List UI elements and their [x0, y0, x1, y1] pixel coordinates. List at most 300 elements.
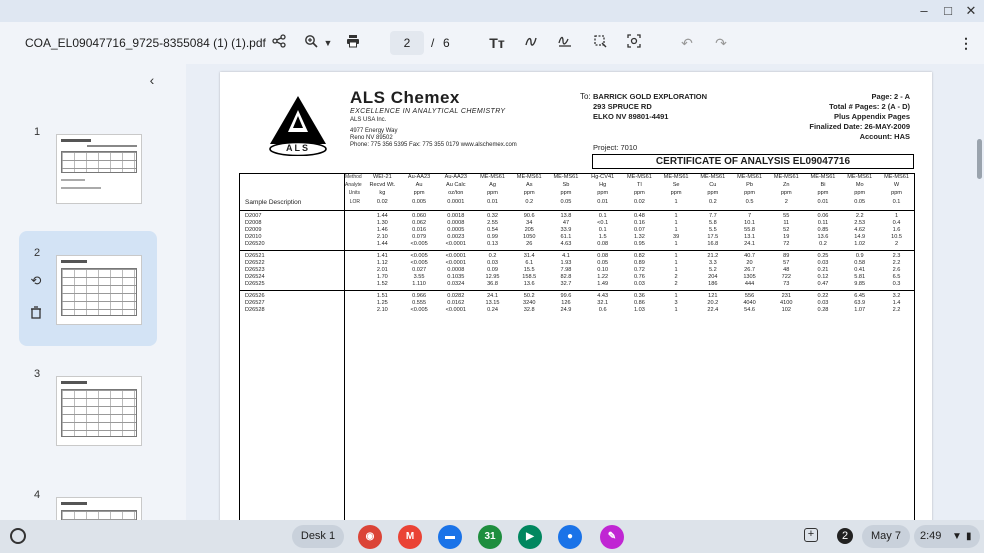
value-cell: 5.5	[708, 227, 717, 233]
logo-text: ALS	[286, 143, 310, 153]
value-cell: 2.2	[892, 260, 901, 266]
value-cell: 5.8	[708, 220, 717, 226]
sample-id-cell: D2007	[245, 213, 262, 219]
table-row	[239, 293, 915, 300]
value-cell: 13.15	[485, 300, 500, 306]
value-cell: 1.110	[412, 281, 426, 287]
value-cell: 1	[674, 293, 678, 299]
value-cell: 1.30	[376, 220, 388, 226]
page-thumbnail-1[interactable]	[56, 134, 142, 204]
value-cell: 1.70	[376, 274, 388, 280]
draw-icon[interactable]	[520, 32, 542, 54]
value-cell: 0.41	[854, 267, 866, 273]
value-cell: 126	[561, 300, 571, 306]
value-cell: 722	[781, 274, 791, 280]
value-cell: 2	[674, 281, 678, 287]
value-cell: 0.966	[412, 293, 427, 299]
table-row	[239, 241, 915, 248]
thumbnail-number: 4	[34, 489, 41, 501]
value-cell: 90.6	[523, 213, 535, 219]
rotate-icon[interactable]: ⟲	[30, 273, 42, 288]
page-thumbnail-3[interactable]	[56, 376, 142, 446]
value-cell: 0.36	[633, 293, 645, 299]
header-cell: Au	[415, 181, 423, 188]
value-cell: 1.12	[376, 260, 388, 266]
header-cell: Pb	[746, 181, 753, 188]
page-thumbnail-2[interactable]	[56, 255, 142, 325]
value-cell: 52	[783, 227, 790, 233]
value-cell: <0.0001	[445, 260, 466, 266]
value-cell: 1.22	[597, 274, 609, 280]
value-cell: 0.12	[817, 274, 829, 280]
table-row	[239, 220, 915, 227]
value-cell: 0.0008	[447, 220, 465, 226]
value-cell: 14.9	[854, 234, 866, 240]
value-cell: 1050	[523, 234, 536, 240]
value-cell: 0.079	[412, 234, 427, 240]
value-cell: 1	[674, 253, 678, 259]
header-cell: ppm	[744, 189, 755, 196]
value-cell: 63.9	[854, 300, 866, 306]
value-cell: 0.0023	[447, 234, 465, 240]
viewer-toolbar	[0, 22, 984, 64]
value-cell: 0.72	[633, 267, 645, 273]
value-cell: 48	[783, 267, 790, 273]
value-cell: 22.4	[707, 307, 719, 313]
header-cell: ME-MS61	[516, 173, 542, 180]
value-cell: 13.6	[523, 281, 535, 287]
sample-id-cell: D2008	[245, 220, 262, 226]
value-cell: 556	[744, 293, 755, 299]
value-cell: 33.9	[560, 227, 572, 233]
certificate-title: CERTIFICATE OF ANALYSIS EL09047716	[592, 154, 914, 169]
header-cell: Cu	[709, 181, 717, 188]
value-cell: 0.2	[819, 241, 827, 247]
value-cell: 0.0324	[447, 281, 465, 287]
value-cell: <0.0001	[445, 241, 466, 247]
value-cell: 0.1	[598, 227, 607, 233]
value-cell: 2.2	[892, 307, 901, 313]
header-cell: oz/ton	[448, 189, 464, 196]
table-row	[239, 234, 915, 241]
header-cell: 0.05	[560, 199, 572, 205]
date-button[interactable]: May 7	[862, 525, 910, 548]
value-cell: 1	[674, 307, 678, 313]
value-cell: 0.0018	[447, 213, 465, 219]
value-cell: 0.0162	[447, 300, 465, 306]
header-cell: kg	[379, 189, 386, 196]
recipient-line: ELKO NV 89801-4491	[593, 112, 669, 121]
page-number-input[interactable]: 2	[390, 31, 424, 55]
header-cell: Zn	[783, 181, 790, 188]
value-cell: 1	[674, 227, 678, 233]
sample-id-cell: D26521	[245, 253, 265, 259]
value-cell: <0.1	[597, 220, 609, 226]
messages-icon[interactable]: ●	[558, 525, 582, 549]
select-icon[interactable]	[589, 32, 611, 54]
value-cell: 0.85	[817, 227, 829, 233]
table-row	[239, 253, 915, 260]
header-cell: ppm	[487, 189, 498, 196]
value-cell: 31.4	[523, 253, 535, 259]
value-cell: 82.8	[560, 274, 572, 280]
value-cell: <0.005	[410, 241, 428, 247]
header-cell: 0.02	[376, 199, 388, 205]
header-cell: ppm	[670, 189, 682, 196]
value-cell: 24.1	[744, 241, 755, 247]
sample-header-cell: Sample Description	[245, 199, 302, 206]
value-cell: 0.05	[597, 260, 609, 266]
text-icon[interactable]: Tт	[489, 35, 505, 51]
value-cell: 1.41	[376, 253, 388, 259]
files-icon[interactable]: ▬	[438, 525, 462, 549]
header-cell: ppm	[854, 189, 866, 196]
value-cell: 0.027	[412, 267, 427, 273]
header-cell: ppm	[817, 189, 829, 196]
system-shelf	[0, 520, 984, 553]
value-cell: 10.1	[744, 220, 755, 226]
value-cell: 2.3	[892, 253, 901, 259]
als-logo	[268, 94, 328, 156]
value-cell: 1305	[743, 274, 756, 280]
sample-id-cell: D26524	[245, 274, 265, 280]
gallery-icon[interactable]: ✎	[600, 525, 624, 549]
value-cell: 0.03	[633, 281, 645, 287]
value-cell: 1.32	[633, 234, 645, 240]
value-cell: 99.6	[560, 293, 572, 299]
value-cell: 0.062	[412, 220, 427, 226]
value-cell: 20.2	[707, 300, 719, 306]
page-thumbnail-4[interactable]	[56, 497, 142, 520]
value-cell: 0.3	[892, 281, 901, 287]
brand-tagline: EXCELLENCE IN ANALYTICAL CHEMISTRY	[350, 108, 506, 115]
value-cell: 0.47	[817, 281, 829, 287]
chevron-down-icon[interactable]: ▼	[323, 38, 333, 48]
header-cell: 0.005	[412, 199, 427, 205]
value-cell: 4100	[780, 300, 793, 306]
value-cell: 17.5	[707, 234, 719, 240]
header-cell: Ag	[489, 181, 496, 188]
value-cell: 4.62	[854, 227, 866, 233]
value-cell: 0.0005	[447, 227, 465, 233]
value-cell: 3.2	[892, 293, 901, 299]
value-cell: 0.58	[854, 260, 866, 266]
value-cell: 4040	[743, 300, 756, 306]
value-cell: 26	[526, 241, 533, 247]
gmail-icon[interactable]: M	[398, 525, 422, 549]
value-cell: 0.1035	[447, 274, 465, 280]
header-cell: Bi	[820, 181, 826, 188]
value-cell: 0.99	[487, 234, 498, 240]
value-cell: 0.82	[633, 253, 645, 259]
value-cell: 0.16	[633, 220, 645, 226]
value-cell: 7.98	[560, 267, 572, 273]
value-cell: 0.016	[412, 227, 427, 233]
value-cell: 34	[526, 220, 533, 226]
table-row	[239, 267, 915, 274]
thumbnail-sidebar	[0, 64, 186, 520]
value-cell: 32.7	[560, 281, 572, 287]
value-cell: 2.53	[854, 220, 866, 226]
row-label-cell: LOR	[349, 199, 360, 205]
header-cell: ME-MS61	[810, 173, 836, 180]
group-divider	[239, 290, 915, 291]
value-cell: 0.10	[597, 267, 609, 273]
signature-icon[interactable]	[554, 32, 576, 54]
header-cell: 1	[674, 199, 678, 205]
table-row	[239, 274, 915, 281]
value-cell: 89	[783, 253, 790, 259]
value-cell: 3	[674, 300, 678, 306]
value-cell: 50.2	[523, 293, 535, 299]
value-cell: 1.46	[376, 227, 388, 233]
play-store-icon[interactable]: ▶	[518, 525, 542, 549]
value-cell: 39	[672, 234, 680, 240]
table-row	[239, 307, 915, 314]
value-cell: 1.5	[598, 234, 607, 240]
header-cell: 0.2	[525, 199, 534, 205]
thumbnail-number: 3	[34, 368, 41, 380]
value-cell: 13.1	[744, 234, 755, 240]
header-cell: 0.01	[487, 199, 498, 205]
recipient-line: BARRICK GOLD EXPLORATION	[593, 92, 708, 101]
value-cell: 0.95	[633, 241, 645, 247]
value-cell: 1.44	[376, 241, 388, 247]
value-cell: 1.44	[376, 213, 388, 219]
value-cell: 4.43	[597, 293, 609, 299]
value-cell: 1	[674, 213, 678, 219]
header-cell: W	[893, 181, 900, 188]
value-cell: 0.11	[817, 220, 829, 226]
project-label: Project: 7010	[593, 143, 638, 152]
table-header-row	[239, 181, 915, 189]
sample-header-cell	[239, 189, 344, 197]
value-cell: 24.9	[560, 307, 572, 313]
value-cell: 1	[674, 267, 678, 273]
value-cell: 444	[744, 281, 755, 287]
value-cell: 2.6	[892, 267, 901, 273]
value-cell: 1.25	[376, 300, 388, 306]
print-icon[interactable]	[342, 32, 364, 54]
clock-time: 2:49	[920, 530, 942, 542]
value-cell: 55.8	[744, 227, 755, 233]
header-cell: ppm	[560, 189, 572, 196]
value-cell: 6.5	[892, 274, 901, 280]
value-cell: 32.8	[523, 307, 535, 313]
chrome-icon[interactable]: ◉	[358, 525, 382, 549]
redo-icon[interactable]: ↷	[715, 35, 727, 51]
file-name: COA_EL09047716_9725-8355084 (1) (1).pdf	[25, 36, 266, 50]
header-cell: Mo	[855, 181, 864, 188]
value-cell: 102	[781, 307, 791, 313]
minimize-icon[interactable]: –	[920, 3, 928, 18]
table-row	[239, 227, 915, 234]
header-cell: ppm	[780, 189, 792, 196]
more-icon[interactable]: ⋮	[959, 35, 973, 51]
value-cell: 158.5	[522, 274, 537, 280]
group-divider	[239, 250, 915, 251]
battery-icon: ▮	[966, 531, 972, 542]
value-cell: 20	[746, 260, 753, 266]
value-cell: 12.95	[485, 274, 500, 280]
address-line-2: Reno NV 89502	[350, 135, 393, 141]
maximize-icon[interactable]: □	[944, 3, 952, 18]
value-cell: 2.2	[855, 213, 864, 219]
value-cell: 204	[708, 274, 718, 280]
value-cell: 2.10	[376, 307, 388, 313]
page-separator: /	[431, 36, 435, 50]
close-icon[interactable]: ✕	[965, 3, 977, 18]
status-area[interactable]	[914, 525, 980, 548]
address-line-1: 4977 Energy Way	[350, 128, 398, 134]
value-cell: 0.09	[487, 267, 498, 273]
value-cell: 1	[674, 260, 678, 266]
table-header-row	[239, 197, 915, 208]
value-cell: 0.4	[892, 220, 901, 226]
wifi-icon: ▼	[952, 531, 962, 542]
value-cell: 73	[783, 281, 790, 287]
header-cell: 0.01	[817, 199, 829, 205]
value-cell: 54.6	[744, 307, 755, 313]
header-cell: 0.2	[708, 199, 717, 205]
value-cell: 0.2	[488, 253, 497, 259]
value-cell: 231	[781, 293, 791, 299]
ocr-icon[interactable]	[623, 32, 645, 54]
value-cell: 3240	[523, 300, 536, 306]
value-cell: 0.1	[598, 213, 607, 219]
header-cell: ppm	[413, 189, 425, 196]
value-cell: 6.45	[854, 293, 866, 299]
value-cell: 4.1	[562, 253, 570, 259]
value-cell: 3.3	[708, 260, 717, 266]
header-cell: 0.01	[597, 199, 609, 205]
meta-line: Total # Pages: 2 (A - D)	[829, 102, 910, 111]
table-row	[239, 300, 915, 307]
meta-line: Finalized Date: 26-MAY-2009	[809, 122, 910, 131]
value-cell: 0.060	[412, 213, 427, 219]
value-cell: 47	[562, 220, 570, 226]
value-cell: 1.49	[597, 281, 609, 287]
value-cell: 72	[783, 241, 790, 247]
value-cell: 7.7	[708, 213, 717, 219]
header-cell: ME-MS61	[663, 173, 689, 180]
value-cell: 40.7	[744, 253, 755, 259]
value-cell: 0.03	[817, 300, 829, 306]
value-cell: 1	[674, 220, 678, 226]
thumbnail-number: 1	[34, 126, 41, 138]
header-cell: Tl	[637, 181, 642, 188]
header-cell: ME-MS61	[700, 173, 726, 180]
collapse-sidebar-icon[interactable]: ‹	[149, 72, 155, 88]
value-cell: 0.89	[633, 260, 645, 266]
value-cell: 0.08	[597, 253, 609, 259]
value-cell: 7	[747, 213, 752, 219]
calendar-icon[interactable]: 31	[478, 525, 502, 549]
value-cell: 1.52	[376, 281, 388, 287]
value-cell: 0.13	[487, 241, 498, 247]
header-cell: Recvd Wt.	[369, 181, 396, 188]
value-cell: 9.85	[854, 281, 866, 287]
value-cell: 1.02	[854, 241, 866, 247]
screen-capture-icon[interactable]: +	[804, 528, 818, 542]
value-cell: 0.08	[597, 241, 609, 247]
value-cell: 13.8	[560, 213, 572, 219]
row-label-cell: Method	[345, 173, 362, 180]
sample-id-cell: D2010	[245, 234, 262, 240]
header-cell: ME-MS61	[884, 173, 909, 180]
sample-id-cell: D26527	[245, 300, 265, 306]
header-cell: 0.1	[892, 199, 901, 205]
header-cell: ppm	[633, 189, 645, 196]
desk-button[interactable]: Desk 1	[292, 525, 344, 548]
contact-line: Phone: 775 356 5395 Fax: 775 355 0179 www.alschemex.com	[350, 142, 517, 148]
value-cell: 0.06	[817, 213, 829, 219]
value-cell: 10.5	[891, 234, 902, 240]
undo-icon[interactable]: ↶	[681, 35, 693, 51]
notification-count[interactable]: 2	[837, 528, 853, 544]
header-cell: ppm	[523, 189, 535, 196]
page-total: 6	[443, 36, 450, 50]
value-cell: <0.0001	[445, 307, 466, 313]
value-cell: 0.54	[487, 227, 498, 233]
value-cell: 1	[894, 213, 899, 219]
meta-line: Plus Appendix Pages	[834, 112, 910, 121]
value-cell: 0.03	[487, 260, 498, 266]
value-cell: 0.0282	[447, 293, 465, 299]
value-cell: 11	[783, 220, 790, 226]
value-cell: 2.55	[487, 220, 498, 226]
table-header-row	[239, 173, 915, 181]
row-label-cell: Units	[348, 189, 360, 196]
value-cell: 1.51	[376, 293, 388, 299]
delete-icon[interactable]	[28, 306, 44, 322]
header-cell: As	[525, 181, 533, 188]
value-cell: 2	[894, 241, 899, 247]
sample-id-cell: D26525	[245, 281, 265, 287]
header-cell: 0.02	[633, 199, 645, 205]
document-viewport[interactable]	[186, 64, 984, 520]
pdf-page	[220, 72, 932, 520]
value-cell: 4.63	[560, 241, 572, 247]
value-cell: 15.5	[523, 267, 535, 273]
table-row	[239, 281, 915, 288]
value-cell: <0.005	[410, 307, 428, 313]
launcher-icon[interactable]	[10, 528, 26, 544]
header-cell: Hg	[599, 181, 607, 188]
value-cell: 2	[674, 274, 678, 280]
share-icon[interactable]	[268, 32, 290, 54]
value-cell: 1.6	[892, 227, 901, 233]
value-cell: 121	[708, 293, 718, 299]
header-cell: ppm	[707, 189, 719, 196]
header-cell: ME-MS61	[553, 173, 579, 180]
value-cell: 2.01	[376, 267, 388, 273]
header-cell: ME-MS61	[847, 173, 873, 180]
value-cell: 13.6	[817, 234, 829, 240]
header-cell: Se	[672, 181, 680, 188]
value-cell: 24.1	[487, 293, 498, 299]
vertical-scrollbar[interactable]	[977, 139, 982, 179]
table-row	[239, 260, 915, 267]
value-cell: 0.28	[817, 307, 829, 313]
to-label: To:	[580, 92, 591, 101]
meta-line: Page: 2 - A	[871, 92, 910, 101]
value-cell: 5.2	[708, 267, 717, 273]
value-cell: 0.0008	[447, 267, 465, 273]
value-cell: 1.4	[892, 300, 901, 306]
header-cell: 0.5	[745, 199, 754, 205]
value-cell: 205	[524, 227, 534, 233]
